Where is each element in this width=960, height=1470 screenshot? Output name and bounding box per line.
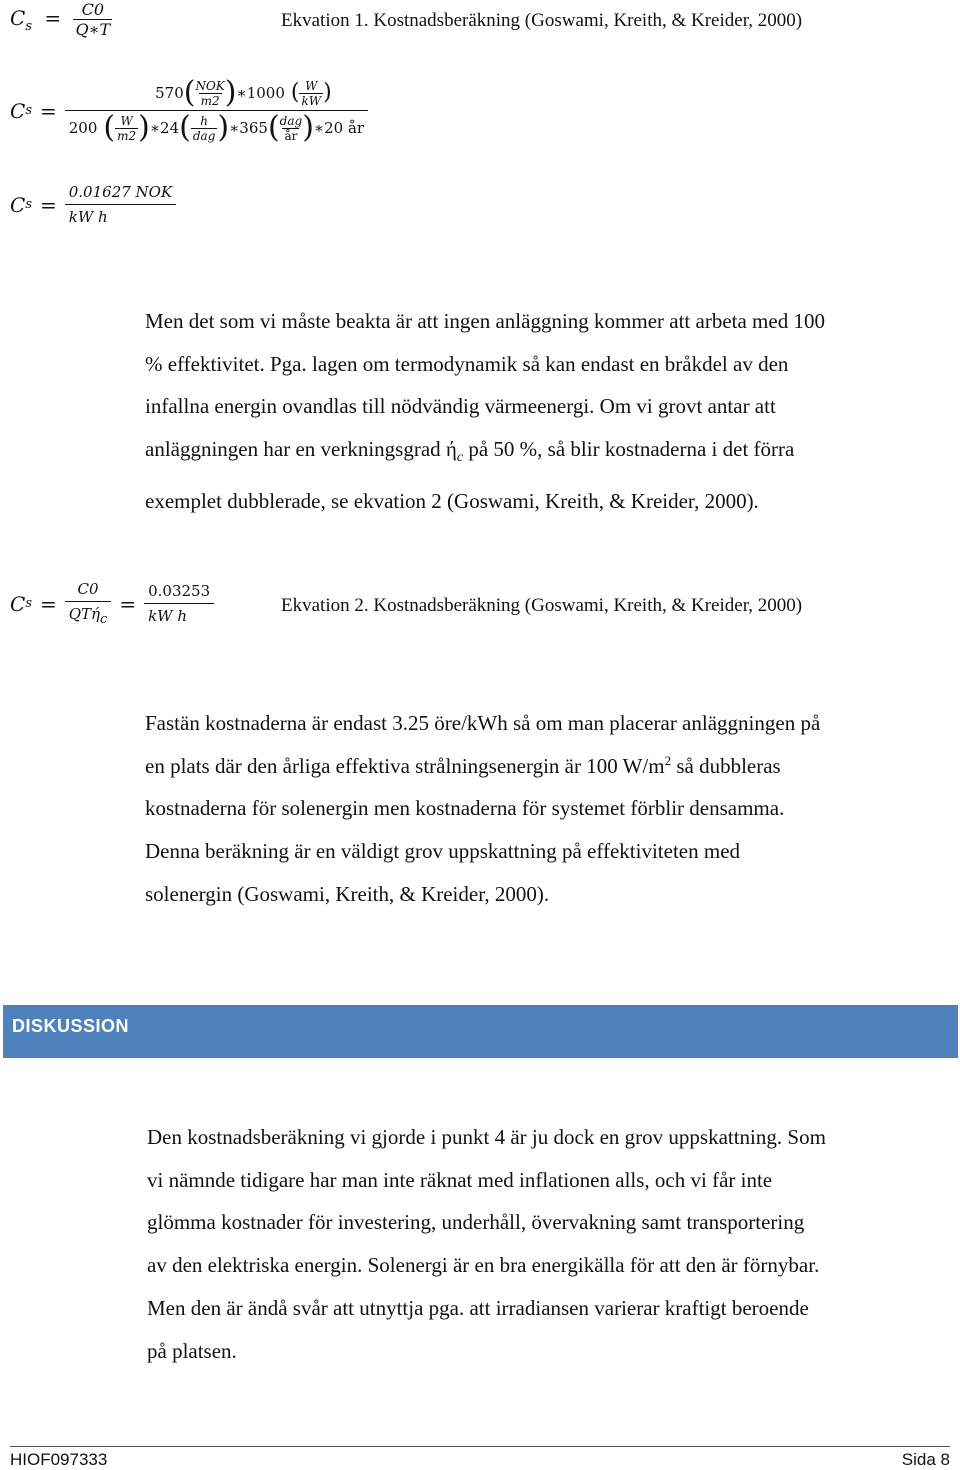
eq1-lhs-sub: s	[25, 19, 32, 34]
eq1-equals: =	[44, 6, 62, 30]
p3-line: Men den är ändå svår att utnyttja pga. att irradiansen varierar kraftigt beroende	[147, 1295, 809, 1320]
footer-divider	[10, 1446, 950, 1447]
eq1b-den-d: ∗20 år	[313, 119, 365, 137]
eq1b-den-unit2-bot: dag	[192, 128, 216, 143]
p3-line: vi nämnde tidigare har man inte räknat med inflationen alls, och vi får inte	[147, 1167, 773, 1192]
paragraph-cost	[145, 702, 950, 916]
efficiency-symbol-sub: c	[456, 450, 464, 466]
eq1b-lhs: C	[10, 98, 26, 123]
p1-line4-text-b: på 50 %, så blir kostnaderna i det förra	[463, 437, 795, 462]
eq1c-numerator: 0.01627 NOK	[68, 183, 173, 201]
eq2-equals2: =	[119, 591, 137, 616]
eq2-den1-sub: c	[100, 612, 108, 627]
eq1b-num-unit1-bot: m2	[200, 93, 220, 108]
p1-line: % effektivitet. Pga. lagen om termodynamik så kan endast en bråkdel av den	[145, 351, 789, 376]
eq2-equals: =	[39, 591, 57, 616]
eq1b-num-unit2-bot: kW	[301, 93, 322, 108]
eq1b-den-a: 200	[68, 119, 98, 137]
p2-line: Denna beräkning är en väldigt grov uppskattning på effektiviteten med	[145, 839, 741, 864]
p2-line2-text-a: en plats där den årliga effektiva strålningsenergin är 100 W/m	[145, 753, 665, 778]
eq1c-lhs-sub: s	[25, 197, 32, 212]
p2-line: kostnaderna för solenergin men kostnaderna för systemet förblir densamma.	[145, 796, 785, 821]
eq1b-equals: =	[39, 98, 57, 123]
p3-line: glömma kostnader för investering, underhåll, övervakning samt transportering	[147, 1210, 805, 1235]
eq1b-den-unit3-top: dag	[279, 113, 303, 128]
section-heading-bar	[3, 1005, 958, 1058]
equation-1c	[10, 183, 176, 226]
equation-2-label: Ekvation 2. Kostnadsberäkning (Goswami, Kreith, & Kreider, 2000)	[281, 595, 803, 616]
p3-line: av den elektriska energin. Solenergi är en bra energikälla för att den är förnybar.	[147, 1253, 820, 1278]
eq1c-equals: =	[39, 192, 57, 217]
p2-line	[145, 745, 950, 788]
paragraph-discussion	[147, 1116, 952, 1372]
footer-page-number: Sida 8	[901, 1450, 950, 1469]
eq2-den2: kW h	[144, 603, 214, 625]
eq2-num1: C0	[77, 580, 99, 598]
eq1b-den-unit3-bot: år	[284, 128, 298, 143]
eq2-lhs: C	[10, 591, 26, 616]
eq1c-denominator: kW h	[65, 204, 176, 226]
eq1b-den-b: ∗24	[149, 119, 180, 137]
efficiency-symbol: ή	[445, 437, 457, 462]
p1-line: Men det som vi måste beakta är att ingen anläggning kommer att arbeta med 100	[145, 309, 825, 333]
eq1b-lhs-sub: s	[25, 103, 32, 118]
paragraph-efficiency	[145, 300, 950, 523]
eq1-numerator: C0	[81, 0, 105, 19]
eq1b-den-unit2-top: h	[200, 113, 208, 128]
eq1c-lhs: C	[10, 192, 26, 217]
p1-line: exemplet dubblerade, se ekvation 2 (Goswami, Kreith, & Kreider, 2000).	[145, 489, 759, 513]
eq1-denominator: Q∗T	[75, 20, 111, 39]
eq1b-num-b: ∗1000	[236, 84, 285, 102]
eq1b-num-unit2-top: W	[305, 78, 318, 93]
equation-1	[10, 0, 112, 39]
eq1-lhs: C	[10, 6, 26, 30]
footer-doc-id: HIOF097333	[10, 1450, 108, 1469]
p2-line: Fastän kostnaderna är endast 3.25 öre/kWh så om man placerar anläggningen på	[145, 711, 821, 735]
p1-line4-text-a: anläggningen har en verkningsgrad	[145, 437, 446, 462]
p3-line: på platsen.	[147, 1338, 237, 1363]
p1-line	[145, 428, 950, 480]
equation-1b: C s = 570 ( $\frac{\text{NOK}}{m2}$ ) ∗1000 ( $\frac{W}{kW}$ ) 200 ( $\frac{W}{m2}$ ) ∗24 ( $\frac{h}{\text{dag}}$ ) ∗365 ( $\frac{\text{dag}}{år}$ ) ∗20 år	[10, 78, 368, 143]
p2-line: solenergin (Goswami, Kreith, & Kreider, 2000).	[145, 881, 550, 906]
superscript-2: 2	[664, 752, 672, 768]
eq1b-num-unit1-top: NOK	[195, 78, 225, 93]
section-heading: DISKUSSION	[12, 1016, 130, 1036]
eq2-den1: QTή	[68, 605, 101, 623]
eq2-num2: 0.03253	[148, 582, 211, 600]
eq1b-den-unit1-top: W	[120, 113, 133, 128]
eq1b-den-unit1-bot: m2	[117, 128, 137, 143]
p3-line: Den kostnadsberäkning vi gjorde i punkt 4 är ju dock en grov uppskattning. Som	[147, 1125, 826, 1149]
equation-2	[10, 580, 214, 627]
eq2-lhs-sub: s	[25, 596, 32, 611]
p1-line: infallna energin ovandlas till nödvändig värmeenergi. Om vi grovt antar att	[145, 394, 776, 419]
eq1b-den-c: ∗365	[229, 119, 268, 137]
eq1b-num-a: 570	[155, 84, 184, 102]
p2-line2-text-b: så dubbleras	[671, 753, 781, 778]
equation-1-label: Ekvation 1. Kostnadsberäkning (Goswami, Kreith, & Kreider, 2000)	[281, 10, 803, 31]
